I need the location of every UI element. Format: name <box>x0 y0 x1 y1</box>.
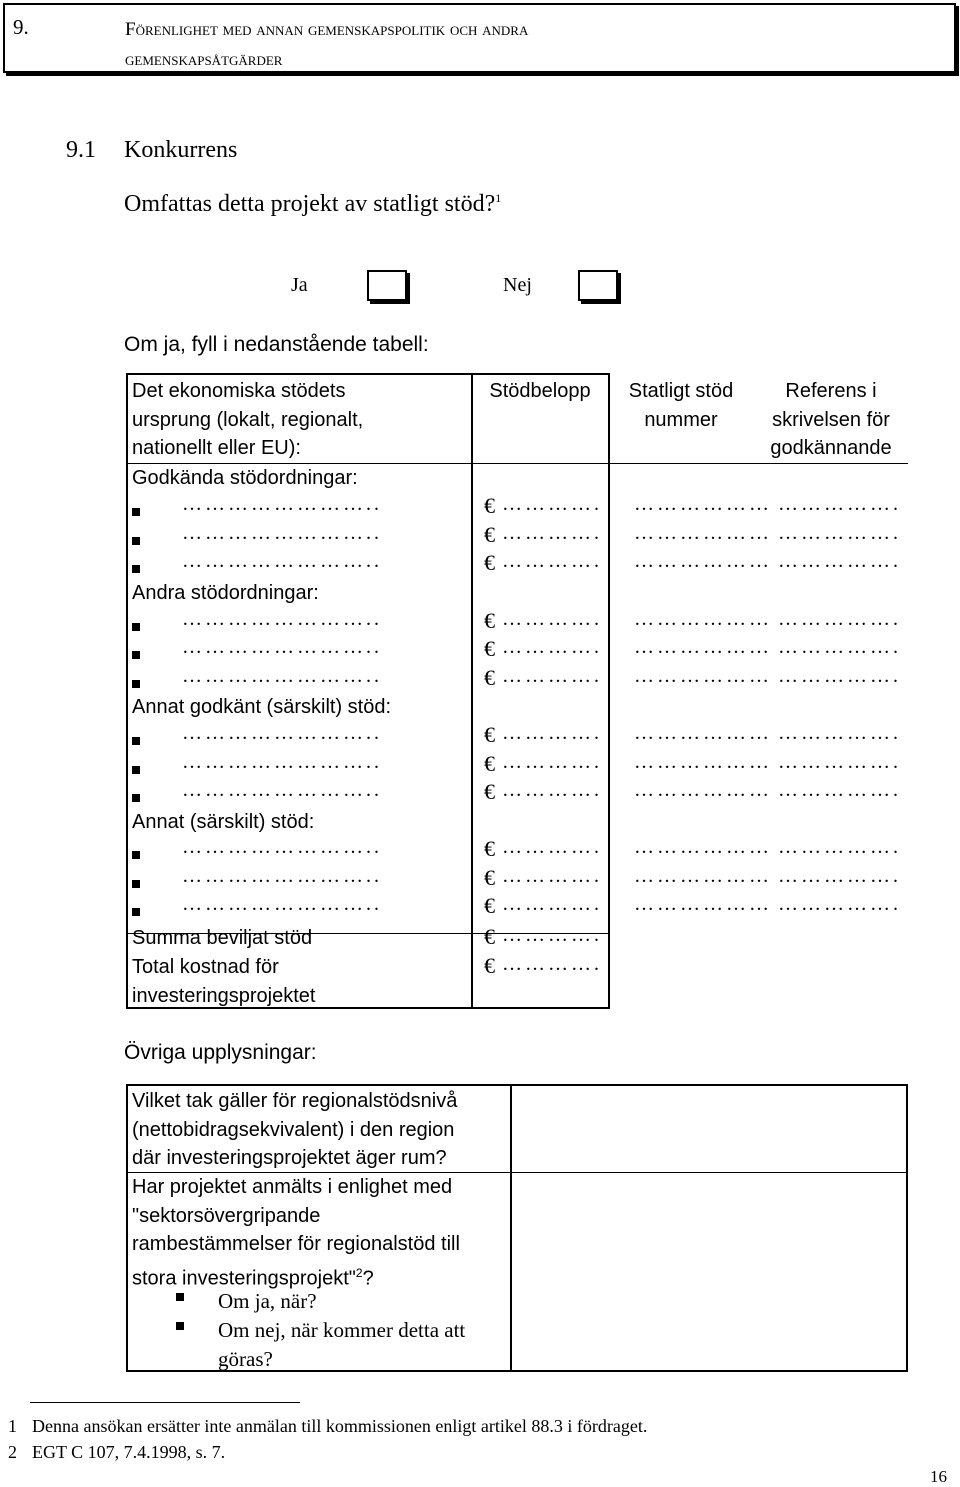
sub-question-line: göras? <box>218 1346 273 1371</box>
bullet-icon <box>132 794 140 802</box>
table-instruction: Om ja, fyll i nedanstående tabell: <box>124 333 429 356</box>
euro-sign: € <box>484 636 495 661</box>
header-reference <box>754 377 908 463</box>
euro-sign: € <box>484 865 495 890</box>
header-origin <box>132 377 363 463</box>
euro-sign: € <box>484 893 495 918</box>
aid-number-dots: ……………… <box>634 636 772 658</box>
aid-number-dots: ……………… <box>634 522 772 544</box>
euro-sign: € <box>484 665 495 690</box>
footnote-ref-2: 2 <box>355 1265 363 1280</box>
total-label-line: investeringsprojektet <box>132 984 316 1007</box>
row-dots: …………………….. <box>182 550 382 572</box>
no-label: Nej <box>503 274 532 296</box>
reference-dots: ……………. <box>778 865 901 887</box>
table-left-border <box>126 373 128 1009</box>
row-dots: …………………….. <box>182 779 382 801</box>
row-dots: …………………….. <box>182 493 382 515</box>
header-reference-line: Referens i <box>785 380 877 402</box>
reference-dots: ……………. <box>778 636 901 658</box>
question-line: rambestämmelser för regionalstöd till <box>132 1233 460 1255</box>
amount-dots: …………. <box>502 522 602 544</box>
subsection-number: 9.1 <box>66 137 96 163</box>
footnote-separator <box>30 1402 300 1403</box>
header-reference-line: skrivelsen för <box>772 408 890 431</box>
question-line-text: stora investeringsprojekt" <box>132 1267 356 1290</box>
amount-dots: …………. <box>502 608 602 630</box>
bullet-icon <box>132 680 140 688</box>
yes-checkbox[interactable] <box>367 270 407 301</box>
lower-table-top <box>126 1084 908 1086</box>
question-line: "sektorsövergripande <box>132 1204 321 1227</box>
reference-dots: ……………. <box>778 779 901 801</box>
bullet-icon <box>132 537 140 545</box>
section-title <box>125 15 528 75</box>
question-line: där investeringsprojektet äger rum? <box>132 1147 447 1169</box>
footnote-1-number: 1 <box>8 1416 17 1436</box>
row-dots: …………………….. <box>182 722 382 744</box>
yes-label: Ja <box>291 274 308 296</box>
group-label: Godkända stödordningar: <box>132 467 358 489</box>
amount-dots: …………. <box>502 665 602 687</box>
amount-dots: …………. <box>502 636 602 658</box>
no-checkbox[interactable] <box>578 270 618 301</box>
euro-sign: € <box>484 751 495 776</box>
aid-number-dots: ……………… <box>634 608 772 630</box>
page-number: 16 <box>930 1467 947 1486</box>
header-aid-number <box>610 377 752 434</box>
euro-sign: € <box>484 836 495 861</box>
row-dots: …………………….. <box>182 608 382 630</box>
footnote-ref-1: 1 <box>495 191 502 205</box>
euro-sign: € <box>484 550 495 575</box>
total-amount-dots: …………. <box>502 953 602 975</box>
section-number: 9. <box>13 15 29 39</box>
euro-sign: € <box>484 493 495 518</box>
aid-number-dots: ……………… <box>634 865 772 887</box>
amount-dots: …………. <box>502 865 602 887</box>
amount-dots: …………. <box>502 779 602 801</box>
sub-question-line: Om nej, när kommer detta att <box>218 1318 466 1342</box>
aid-number-dots: ……………… <box>634 550 772 572</box>
reference-dots: ……………. <box>778 550 901 572</box>
header-origin-line: Det ekonomiska stödets <box>132 380 346 402</box>
section-title-line1: Förenlighet med annan gemenskapspolitik och andra <box>125 19 529 40</box>
bullet-icon <box>132 565 140 573</box>
aid-question <box>124 191 501 218</box>
question-line: Har projektet anmälts i enlighet med <box>132 1176 453 1198</box>
group-label: Annat godkänt (särskilt) stöd: <box>132 696 392 718</box>
footnote-1-text: Denna ansökan ersätter inte anmälan till kommissionen enligt artikel 88.3 i fördraget. <box>32 1416 648 1436</box>
header-amount: Stödbelopp <box>489 380 591 402</box>
aid-question-text: Omfattas detta projekt av statligt stöd? <box>124 191 496 217</box>
reference-dots: ……………. <box>778 608 901 630</box>
question-line <box>132 1259 508 1293</box>
row-dots: …………………….. <box>182 636 382 658</box>
lower-table-right <box>906 1084 908 1372</box>
bullet-icon <box>132 908 140 916</box>
lower-table-left <box>126 1084 128 1372</box>
aid-number-dots: ……………… <box>634 836 772 858</box>
reference-dots: ……………. <box>778 893 901 915</box>
amount-dots: …………. <box>502 751 602 773</box>
euro-sign: € <box>484 953 495 978</box>
bullet-icon <box>132 651 140 659</box>
footnote-2-text: EGT C 107, 7.4.1998, s. 7. <box>32 1442 226 1462</box>
section-banner <box>3 3 956 73</box>
header-origin-line: ursprung (lokalt, regionalt, <box>132 408 364 431</box>
reference-dots: ……………. <box>778 722 901 744</box>
reference-dots: ……………. <box>778 522 901 544</box>
amount-dots: …………. <box>502 722 602 744</box>
euro-sign: € <box>484 522 495 547</box>
reference-dots: ……………. <box>778 836 901 858</box>
header-aid-number-line: Statligt stöd <box>628 380 734 402</box>
question-line: (nettobidragsekvivalent) i den region <box>132 1118 455 1141</box>
amount-dots: …………. <box>502 493 602 515</box>
sub-question-no <box>218 1316 510 1373</box>
notification-question <box>132 1173 508 1293</box>
bullet-icon <box>176 1293 184 1301</box>
sum-label: Summa beviljat stöd <box>132 927 313 949</box>
row-dots: …………………….. <box>182 865 382 887</box>
euro-sign: € <box>484 608 495 633</box>
aid-number-dots: ……………… <box>634 751 772 773</box>
table-top-border <box>126 373 608 375</box>
total-label-line: Total kostnad för <box>132 956 279 978</box>
row-dots: …………………….. <box>182 893 382 915</box>
amount-dots: …………. <box>502 893 602 915</box>
row-dots: …………………….. <box>182 522 382 544</box>
reference-dots: ……………. <box>778 751 901 773</box>
bullet-icon <box>132 851 140 859</box>
aid-number-dots: ……………… <box>634 893 772 915</box>
aid-number-dots: ……………… <box>634 722 772 744</box>
reference-dots: ……………. <box>778 665 901 687</box>
bullet-icon <box>132 508 140 516</box>
footnote-2-number: 2 <box>8 1442 17 1462</box>
reference-dots: ……………. <box>778 493 901 515</box>
total-label <box>132 953 315 1010</box>
euro-sign: € <box>484 924 495 949</box>
table-divider-2 <box>608 373 610 1009</box>
euro-sign: € <box>484 779 495 804</box>
section-title-line2: gemenskapsåtgärder <box>125 49 283 70</box>
bullet-icon <box>176 1322 184 1330</box>
row-dots: …………………….. <box>182 751 382 773</box>
sub-question-yes: Om ja, när? <box>218 1289 317 1313</box>
group-label: Annat (särskilt) stöd: <box>132 811 315 833</box>
header-reference-line: godkännande <box>770 437 892 459</box>
header-aid-number-line: nummer <box>644 408 718 431</box>
bullet-icon <box>132 737 140 745</box>
amount-dots: …………. <box>502 836 602 858</box>
euro-sign: € <box>484 722 495 747</box>
amount-dots: …………. <box>502 550 602 572</box>
bullet-icon <box>132 623 140 631</box>
aid-number-dots: ……………… <box>634 493 772 515</box>
aid-number-dots: ……………… <box>634 665 772 687</box>
row-dots: …………………….. <box>182 665 382 687</box>
group-label: Andra stödordningar: <box>132 582 319 604</box>
question-mark: ? <box>362 1267 374 1290</box>
subsection-title: Konkurrens <box>124 137 238 163</box>
question-line: Vilket tak gäller för regionalstödsnivå <box>132 1090 458 1112</box>
row-dots: …………………….. <box>182 836 382 858</box>
bullet-icon <box>132 766 140 774</box>
table-divider-1 <box>471 373 473 1009</box>
state-aid-table <box>126 373 908 1009</box>
regional-aid-table <box>126 1084 908 1372</box>
header-origin-line: nationellt eller EU): <box>132 437 301 459</box>
aid-number-dots: ……………… <box>634 779 772 801</box>
bullet-icon <box>132 880 140 888</box>
sum-amount-dots: …………. <box>502 924 602 946</box>
lower-table-divider <box>510 1084 512 1372</box>
regional-ceiling-question <box>132 1087 508 1173</box>
other-info-label: Övriga upplysningar: <box>124 1041 317 1064</box>
